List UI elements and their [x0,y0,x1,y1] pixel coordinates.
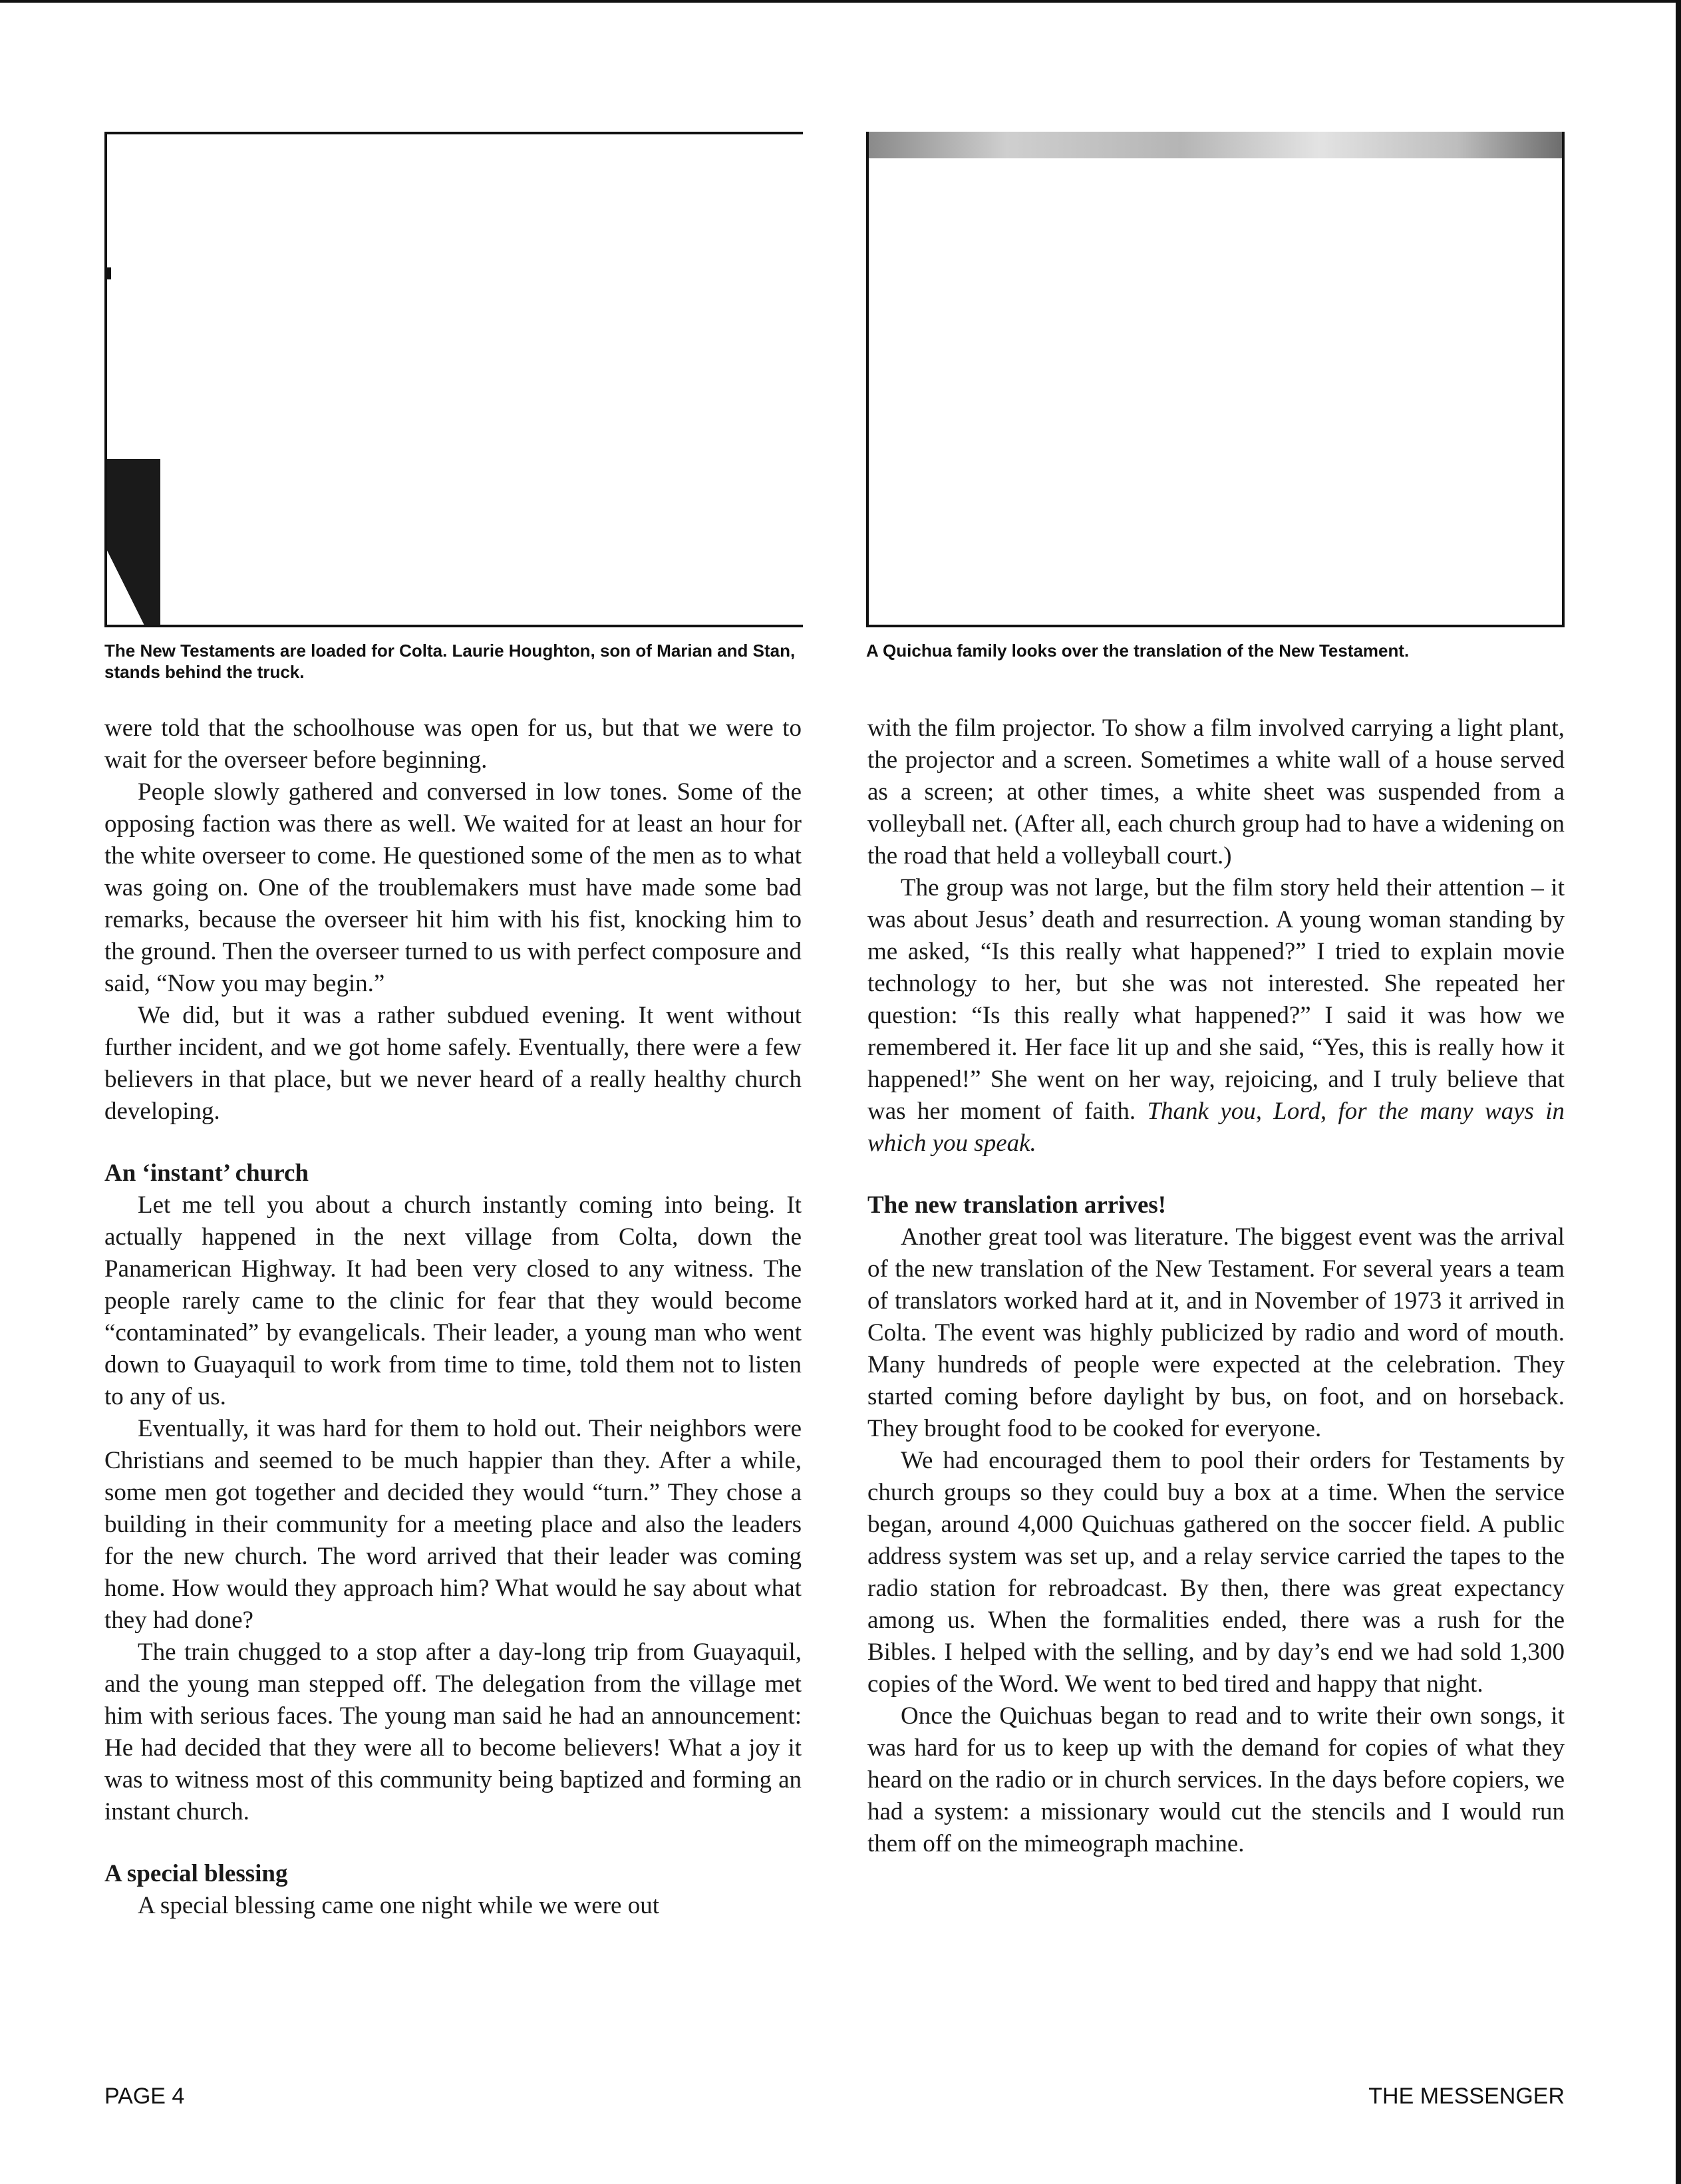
paragraph: were told that the schoolhouse was open for us, but that we were to wait for the overseer before beginning. [104,714,802,774]
italic-prayer: Thank you, Lord, for the many ways in which you speak. [867,1098,1565,1157]
section-heading-instant-church: An ‘instant’ church [104,1160,309,1187]
paragraph: Let me tell you about a church instantly coming into being. It actually happened in the next village from Colta, down the Panamerican Highway. It had been very closed to any witness. The people rarely came to the clinic for fear that they would become “contaminated” by evangelicals. Their leader, a young man who went down to Guayaquil to work from time to time, told them not to listen to any of us. [104,1191,802,1410]
paragraph-text: The group was not large, but the film story held their attention – it was about Jesus’ death and resurrection. A young woman standing by me asked, “Is this really what happened?” I tried to explain movie technology to her, but she was not interested. She repeated her question: “Is this really what happened?” I said it was how we remembered it. Her face lit up and she said, “Yes, this is really how it happened!” She went on her way, rejoicing, and I truly believe that was her moment of faith. [867,874,1565,1125]
paragraph: We did, but it was a rather subdued evening. It went without further incident, and we got home safely. Eventually, there were a few believers in that place, but we never heard of a really healthy church developing. [104,1002,802,1125]
publication-name: THE MESSENGER [1368,2084,1565,2109]
truck-photo-caption: The New Testaments are loaded for Colta. Laurie Houghton, son of Marian and Stan, stands behind the truck. [104,641,796,682]
paragraph: We had encouraged them to pool their orders for Testaments by church groups so they could buy a box at a time. When the service began, around 4,000 Quichuas gathered on the soccer field. A public address system was set up, and a relay service carried the tapes to the radio station for rebroadcast. By then, there was great expectancy among us. When the formalities ended, there was a rush for the Bibles. I helped with the selling, and by day’s end we had sold 1,300 copies of the Word. We went to bed tired and happy that night. [867,1447,1565,1698]
family-photo-caption: A Quichua family looks over the translation of the New Testament. [866,641,1410,661]
paragraph: Eventually, it was hard for them to hold out. Their neighbors were Christians and seemed to be much happier than they. After a while, some men got together and decided they would “turn.” They chose a building in their community for a meeting place and also the leaders for the new church. The word arrived that their leader was coming home. How would they approach him? What would he say about what they had done? [104,1415,802,1634]
scan-edge-top [0,0,1681,3]
quichua-family-photo [866,132,1565,627]
truck-photo [104,132,803,627]
page-number: PAGE 4 [104,2084,185,2109]
paragraph: The train chugged to a stop after a day-long trip from Guayaquil, and the young man stepped off. The delegation from the village met him with serious faces. The young man said he had an announcement: He had decided that they were all to become believers! What a joy it was to witness most of this community being baptized and forming an instant church. [104,1638,802,1825]
paragraph: Once the Quichuas began to read and to write their own songs, it was hard for us to keep up with the demand for copies of what they heard on the radio or in church services. In the days before copiers, we had a system: a missionary would cut the stencils and I would run them off on the mimeograph machine. [867,1702,1565,1857]
paragraph: with the film projector. To show a film involved carrying a light plant, the projector and a screen. Sometimes a white wall of a house served as a screen; at other times, a white sheet was suspended from a volleyball net. (After all, each church group had to have a widening on the road that held a volleyball court.) [867,714,1565,869]
paragraph: People slowly gathered and conversed in low tones. Some of the opposing faction was there as well. We waited for at least an hour for the white overseer to come. He questioned some of the men as to what was going on. One of the troublemakers must have made some bad remarks, because the overseer hit him with his fist, knocking him to the ground. Then the overseer turned to us with perfect composure and said, “Now you may begin.” [104,778,802,997]
section-heading-new-translation: The new translation arrives! [867,1191,1167,1219]
section-heading-special-blessing: A special blessing [104,1860,288,1887]
photo-mark [107,267,111,279]
photo-blank-area [874,158,1557,625]
scan-edge-right [1676,0,1681,2184]
photo-top-strip [869,132,1562,158]
paragraph: Another great tool was literature. The biggest event was the arrival of the new translation of the New Testament. For several years a team of translators worked hard at it, and in November of 1973 it arrived in Colta. The event was highly publicized by radio and word of mouth. Many hundreds of people were expected at the celebration. They started coming before daylight by bus, on foot, and on horseback. They brought food to be cooked for everyone. [867,1223,1565,1442]
truck-edge-shape [107,459,160,625]
left-column [104,712,802,1922]
right-column [867,712,1565,1860]
paragraph: A special blessing came one night while we were out [138,1892,659,1919]
paragraph [867,872,1565,1160]
